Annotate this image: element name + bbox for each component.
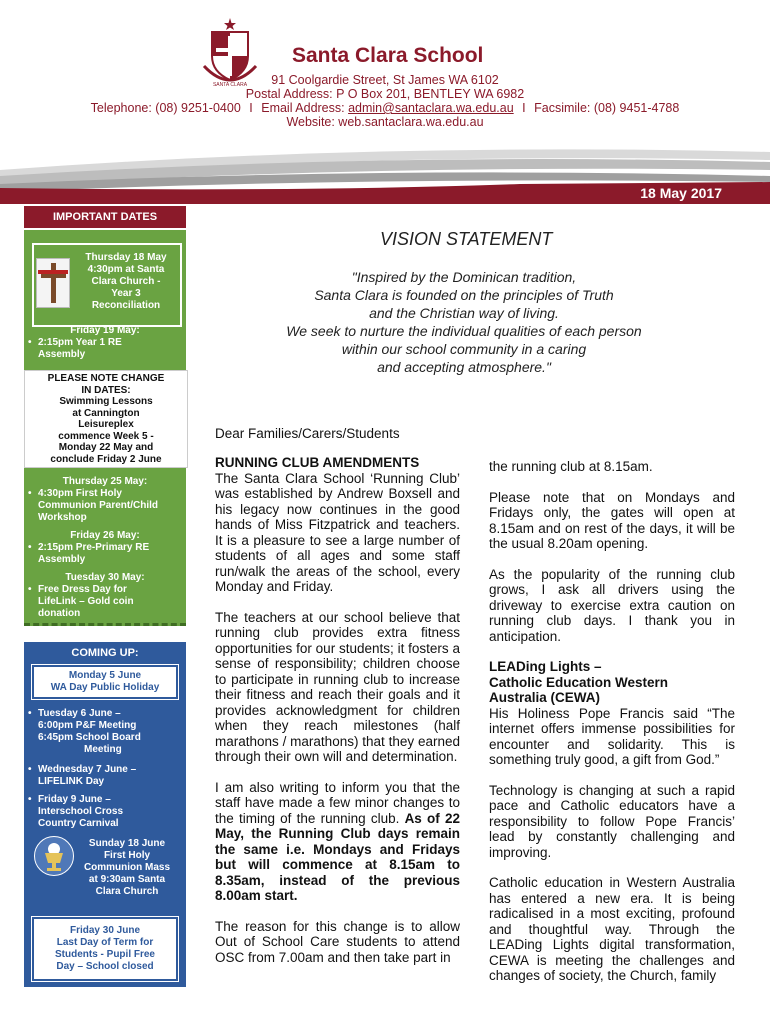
wed7-event: • Wednesday 7 June – LIFELINK Day	[28, 764, 137, 787]
contact-line	[0, 101, 770, 115]
paragraph: I am also writing to inform you that the staff have made a few minor changes to the timing of the running club. As of 22 May, the Running Club days remain the same i.e. Mondays and Fridays but will commence at 8.15am to 8.35am, instead of the previous 8.00am start.	[215, 779, 460, 903]
fri26-event: • 2:15pm Pre-Primary RE Assembly	[28, 542, 150, 565]
paragraph: Catholic education in Western Australia has entered a new era. It is being radicalised in a most exciting, profound and thoughtful way. Through the LEADing Lights digital transformation, CEWA is meeting the challenges and changes of society, the Church, family	[489, 875, 735, 983]
paragraph: His Holiness Pope Francis said “The internet offers immense possibilities for encounter and solidarity. This is something truly good, a gift from God.”	[489, 705, 735, 767]
postal-address: Postal Address: P O Box 201, BENTLEY WA 6982	[245, 87, 525, 101]
street-address: 91 Coolgardie Street, St James WA 6102	[271, 73, 499, 87]
paragraph: The teachers at our school believe that running club provides extra fitness opportunities for our students; it fosters a sense of responsibility; children choose to participate in running club to increase their fitness and reach their goals and it provides acknowledgment for children when they reach milestones (half marathons / marathons) that they earned through their own will and determination.	[215, 609, 460, 764]
issue-date: 18 May 2017	[640, 185, 722, 201]
paragraph: the running club at 8.15am.	[489, 459, 653, 474]
separator: I	[249, 101, 253, 115]
important-dates-heading: IMPORTANT DATES	[24, 206, 186, 228]
paragraph: As the popularity of the running club grows, I ask all drivers using the driveway to exercise extra caution on running club days. I thank you in anticipation.	[489, 566, 735, 644]
fri26-title: Friday 26 May:	[70, 530, 140, 541]
logo-lettering: SANTA CLARA	[212, 82, 248, 88]
tue30-title: Tuesday 30 May:	[65, 572, 145, 583]
thu25-event: • 4:30pm First Holy Communion Parent/Child Workshop	[28, 488, 158, 523]
fax: Facsimile: (08) 9451-4788	[534, 101, 680, 115]
right-column	[489, 459, 735, 999]
separator: I	[522, 101, 526, 115]
vision-statement: "Inspired by the Dominican tradition, Santa Clara is founded on the principles of Truth and the Christian way of living. We seek to nurture the individual qualities of each person within our school community in a caring and accepting atmosphere."	[286, 269, 642, 375]
school-name: Santa Clara School	[292, 44, 484, 67]
vision-title: VISION STATEMENT	[380, 229, 553, 249]
email-label: Email Address:	[261, 101, 345, 115]
leading-lights-heading: LEADing Lights – Catholic Education Western Australia (CEWA)	[489, 659, 669, 705]
fri9-event: • Friday 9 June – Interschool Cross Country Carnival	[28, 794, 124, 829]
mon5-box: Monday 5 June WA Day Public Holiday	[32, 665, 178, 699]
email-link[interactable]: admin@santaclara.wa.edu.au	[348, 101, 514, 115]
phone: Telephone: (08) 9251-0400	[90, 101, 241, 115]
sun18-event: Sunday 18 June First Holy Communion Mass at 9:30am Santa Clara Church	[83, 838, 171, 897]
thu25-title: Thursday 25 May:	[62, 476, 148, 487]
paragraph: The reason for this change is to allow Out of School Care students to attend OSC from 7.00am and then take part in	[215, 918, 460, 965]
communion-chalice-image	[34, 836, 74, 876]
website: Website: web.santaclara.wa.edu.au	[286, 115, 484, 129]
fri19-title: Friday 19 May:	[70, 325, 140, 336]
reconciliation-event: Thursday 18 May 4:30pm at Santa Clara Church - Year 3 Reconciliation	[85, 252, 167, 311]
left-column	[215, 455, 460, 980]
tue6-event: • Tuesday 6 June – 6:00pm P&F Meeting 6:45pm School Board Meeting	[28, 708, 141, 755]
paragraph: Technology is changing at such a rapid pace and Catholic educators have a responsibility to follow Pope Francis’ lead by constantly challenging and improving.	[489, 782, 735, 860]
sidebar	[24, 202, 186, 992]
paragraph: The Santa Clara School ‘Running Club’ was established by Andrew Boxsell and his legacy now continues in the good hands of Miss Fitzpatrick and teachers. It is a pleasure to see a large number of students of all ages and some staff run/walk the areas of the school, every Monday and Friday.	[215, 470, 460, 594]
coming-up-heading: COMING UP:	[24, 642, 186, 664]
cross-image	[36, 258, 70, 308]
swimming-change-notice: PLEASE NOTE CHANGE IN DATES: Swimming Lessons at Cannington Leisureplex commence Week 5 - Monday 22 May and conclude Friday 2 June	[24, 370, 188, 468]
fri19-event: • 2:15pm Year 1 RE Assembly	[28, 337, 122, 360]
running-club-heading: RUNNING CLUB AMENDMENTS	[215, 455, 420, 470]
greeting: Dear Families/Carers/Students	[215, 426, 400, 441]
paragraph: Please note that on Mondays and Fridays only, the gates will open at 8.15am and on rest of the days, it will be the usual 8.20am opening.	[489, 489, 735, 551]
fri30-box: Friday 30 June Last Day of Term for Students - Pupil Free Day – School closed	[32, 917, 178, 981]
tue30-event: • Free Dress Day for LifeLink – Gold coin donation	[28, 584, 134, 619]
